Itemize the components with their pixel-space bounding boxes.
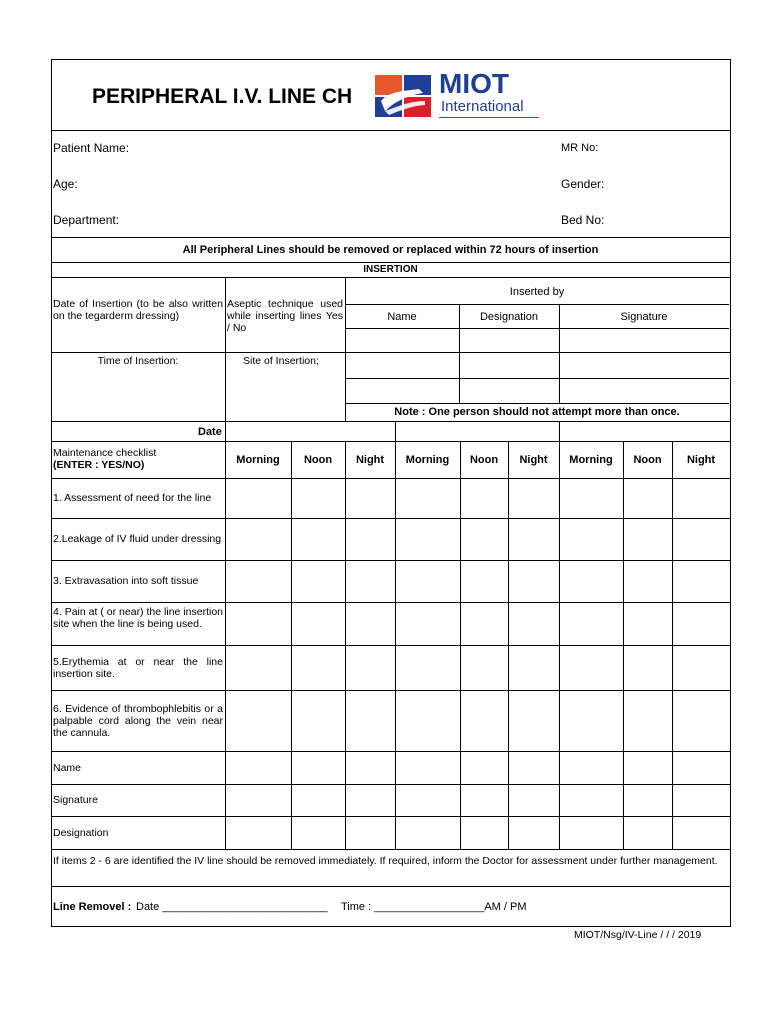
entry-cell[interactable] xyxy=(560,519,622,559)
entry-cell[interactable] xyxy=(509,646,558,689)
entry-cell[interactable] xyxy=(673,817,729,848)
removal-time-field: Time : __________________AM / PM xyxy=(341,901,527,913)
entry-cell[interactable] xyxy=(560,479,622,517)
inserted-by-label: Inserted by xyxy=(509,286,565,298)
entry-cell[interactable] xyxy=(560,561,622,601)
shift-header-noon: Noon xyxy=(469,454,499,466)
entry-cell[interactable] xyxy=(346,479,394,517)
entry-cell[interactable] xyxy=(292,561,344,601)
entry-cell[interactable] xyxy=(624,752,671,783)
entry-cell[interactable] xyxy=(509,479,558,517)
entry-cell[interactable] xyxy=(624,785,671,815)
divider xyxy=(345,304,729,305)
checklist-item: Name xyxy=(53,761,82,774)
entry-cell[interactable] xyxy=(624,561,671,601)
entry-cell[interactable] xyxy=(292,519,344,559)
entry-cell[interactable] xyxy=(560,646,622,689)
checklist-item: Designation xyxy=(53,826,109,839)
entry-cell[interactable] xyxy=(346,785,394,815)
divider xyxy=(345,378,729,379)
gender-label: Gender: xyxy=(561,177,605,191)
entry-cell[interactable] xyxy=(346,817,394,848)
entry-cell[interactable] xyxy=(509,817,558,848)
entry-cell[interactable] xyxy=(461,785,507,815)
entry-cell[interactable] xyxy=(560,817,622,848)
entry-cell[interactable] xyxy=(226,479,290,517)
entry-cell[interactable] xyxy=(673,479,729,517)
entry-cell[interactable] xyxy=(461,479,507,517)
checklist-item: 4. Pain at ( or near) the line insertion site when the line is being used. xyxy=(53,605,223,630)
entry-cell[interactable] xyxy=(461,646,507,689)
entry-cell[interactable] xyxy=(346,646,394,689)
miot-logo-icon xyxy=(375,71,437,123)
mr-label: MR No: xyxy=(561,142,599,154)
divider xyxy=(51,277,730,278)
entry-cell[interactable] xyxy=(624,646,671,689)
miot-logo xyxy=(373,68,563,124)
entry-cell[interactable] xyxy=(461,519,507,559)
entry-cell[interactable] xyxy=(396,691,459,750)
entry-cell[interactable] xyxy=(509,691,558,750)
entry-cell[interactable] xyxy=(226,646,290,689)
checklist-label: Maintenance checklist xyxy=(53,447,157,459)
divider xyxy=(51,130,730,131)
divider xyxy=(51,352,730,353)
entry-cell[interactable] xyxy=(624,519,671,559)
entry-cell[interactable] xyxy=(346,519,394,559)
bed-label: Bed No: xyxy=(561,213,605,227)
entry-cell[interactable] xyxy=(396,561,459,601)
divider xyxy=(51,886,730,887)
entry-cell[interactable] xyxy=(396,817,459,848)
remove-note: If items 2 - 6 are identified the IV line should be removed immediately. If required, inform the Doctor for assessment under further management. xyxy=(53,855,718,867)
line-removel-label: Line Removel : xyxy=(53,901,132,913)
shift-header-morning: Morning xyxy=(405,454,450,466)
entry-cell[interactable] xyxy=(226,561,290,601)
patient-name-label: Patient Name: xyxy=(53,141,130,155)
shift-header-night: Night xyxy=(686,454,716,466)
site-of-insertion-label: Site of Insertion; xyxy=(243,355,319,367)
entry-cell[interactable] xyxy=(226,519,290,559)
entry-cell[interactable] xyxy=(461,752,507,783)
entry-cell[interactable] xyxy=(560,752,622,783)
time-of-insertion-label: Time of Insertion: xyxy=(97,355,179,367)
shift-header-morning: Morning xyxy=(236,454,280,466)
entry-cell[interactable] xyxy=(292,603,344,644)
date-label: Date xyxy=(198,426,222,438)
checklist-item: Signature xyxy=(53,794,98,806)
entry-cell[interactable] xyxy=(624,817,671,848)
entry-cell[interactable] xyxy=(461,561,507,601)
entry-cell[interactable] xyxy=(560,785,622,815)
entry-cell[interactable] xyxy=(396,785,459,815)
entry-cell[interactable] xyxy=(346,752,394,783)
entry-cell[interactable] xyxy=(226,752,290,783)
shift-header-morning: Morning xyxy=(569,454,613,466)
entry-cell[interactable] xyxy=(396,646,459,689)
aseptic-technique-label: Aseptic technique used while inserting lines Yes / No xyxy=(227,298,343,334)
entry-cell[interactable] xyxy=(226,785,290,815)
entry-cell[interactable] xyxy=(292,479,344,517)
entry-cell[interactable] xyxy=(346,561,394,601)
entry-cell[interactable] xyxy=(509,785,558,815)
divider xyxy=(51,421,730,422)
insertion-heading: INSERTION xyxy=(363,264,418,275)
shift-header-noon: Noon xyxy=(633,454,662,466)
entry-cell[interactable] xyxy=(396,603,459,644)
checklist-item: 1. Assessment of need for the line xyxy=(53,492,212,504)
date-of-insertion-label: Date of Insertion (to be also written on the tegarderm dressing) xyxy=(53,298,223,322)
entry-cell[interactable] xyxy=(673,752,729,783)
divider xyxy=(345,277,346,422)
entry-cell[interactable] xyxy=(292,646,344,689)
entry-cell[interactable] xyxy=(509,603,558,644)
entry-cell[interactable] xyxy=(624,603,671,644)
entry-cell[interactable] xyxy=(560,603,622,644)
entry-cell[interactable] xyxy=(226,603,290,644)
divider xyxy=(51,849,730,850)
col-name: Name xyxy=(387,311,417,323)
entry-cell[interactable] xyxy=(292,785,344,815)
entry-cell[interactable] xyxy=(292,817,344,848)
divider xyxy=(51,262,730,263)
shift-header-night: Night xyxy=(355,454,385,466)
shift-header-noon: Noon xyxy=(303,454,333,466)
logo-text: MIOT xyxy=(439,68,509,99)
entry-cell[interactable] xyxy=(673,561,729,601)
logo-subtext: International xyxy=(441,98,524,115)
removal-date-field: Date ___________________________ xyxy=(136,901,328,913)
entry-cell[interactable] xyxy=(509,561,558,601)
entry-cell[interactable] xyxy=(673,691,729,750)
divider xyxy=(51,441,730,442)
entry-cell[interactable] xyxy=(461,603,507,644)
entry-cell[interactable] xyxy=(624,691,671,750)
col-designation: Designation xyxy=(479,311,539,323)
checklist-item: 3. Extravasation into soft tissue xyxy=(53,575,199,587)
entry-cell[interactable] xyxy=(673,603,729,644)
entry-cell[interactable] xyxy=(509,752,558,783)
entry-cell[interactable] xyxy=(396,479,459,517)
entry-cell[interactable] xyxy=(560,691,622,750)
entry-cell[interactable] xyxy=(461,691,507,750)
divider xyxy=(559,304,560,403)
entry-cell[interactable] xyxy=(624,479,671,517)
divider xyxy=(345,403,729,404)
department-label: Department: xyxy=(53,213,120,227)
divider xyxy=(459,304,460,403)
entry-cell[interactable] xyxy=(673,785,729,815)
entry-cell[interactable] xyxy=(346,691,394,750)
logo-underline xyxy=(439,117,539,118)
form-title: PERIPHERAL I.V. LINE CH xyxy=(92,85,353,108)
notice-text: All Peripheral Lines should be removed or replaced within 72 hours of insertion xyxy=(182,244,599,256)
entry-cell[interactable] xyxy=(396,752,459,783)
entry-cell[interactable] xyxy=(461,817,507,848)
entry-cell[interactable] xyxy=(226,817,290,848)
checklist-sub-label: (ENTER : YES/NO) xyxy=(53,459,145,471)
checklist-item: 6. Evidence of thrombophlebitis or a palpable cord along the vein near the cannula. xyxy=(53,702,223,739)
form-code: MIOT/Nsg/IV-Line / / / 2019 xyxy=(574,929,702,941)
entry-cell[interactable] xyxy=(673,519,729,559)
shift-header-night: Night xyxy=(519,454,548,466)
insertion-note: Note : One person should not attempt more than once. xyxy=(394,406,680,418)
entry-cell[interactable] xyxy=(226,691,290,750)
age-label: Age: xyxy=(53,177,78,191)
entry-cell[interactable] xyxy=(509,519,558,559)
entry-cell[interactable] xyxy=(292,752,344,783)
checklist-item: 2.Leakage of IV fluid under dressing xyxy=(53,533,222,545)
entry-cell[interactable] xyxy=(292,691,344,750)
checklist-item: 5.Erythemia at or near the line insertion site. xyxy=(53,655,223,680)
divider xyxy=(225,277,226,422)
entry-cell[interactable] xyxy=(673,646,729,689)
divider xyxy=(51,237,730,238)
entry-cell[interactable] xyxy=(396,519,459,559)
entry-cell[interactable] xyxy=(346,603,394,644)
col-signature: Signature xyxy=(620,311,668,323)
divider xyxy=(345,328,729,329)
